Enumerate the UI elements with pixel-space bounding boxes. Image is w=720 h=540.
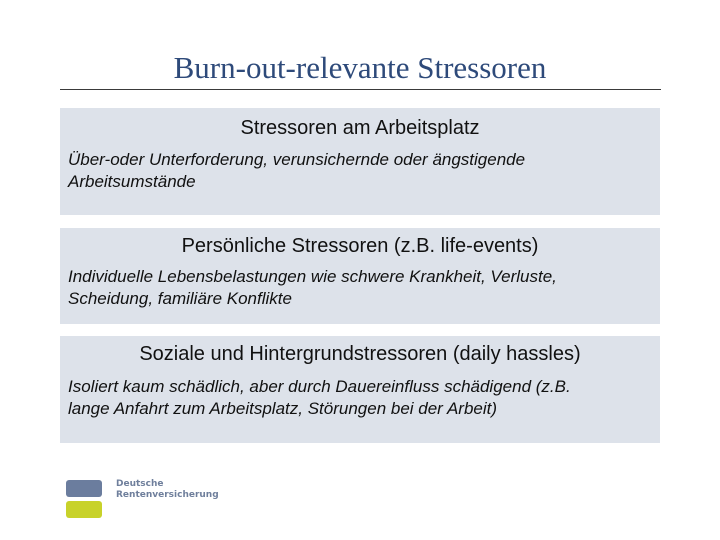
box-body-line: Scheidung, familiäre Konflikte	[68, 289, 292, 308]
box-body-line: Arbeitsumstände	[68, 172, 196, 191]
box-body-line: Isoliert kaum schädlich, aber durch Dauereinfluss schädigend (z.B.	[68, 377, 571, 396]
logo-text-line: Rentenversicherung	[116, 490, 219, 500]
box-heading: Stressoren am Arbeitsplatz	[240, 117, 480, 139]
logo-text	[116, 479, 219, 501]
box-heading: Soziale und Hintergrundstressoren (daily hassles)	[139, 343, 581, 365]
logo-bar-bottom	[66, 501, 102, 518]
deutsche-rentenversicherung-logo	[66, 478, 236, 520]
stress-box-social	[60, 336, 660, 443]
box-body	[68, 266, 652, 310]
logo-text-line: Deutsche	[116, 479, 164, 489]
box-body	[68, 376, 652, 420]
box-body-line: Individuelle Lebensbelastungen wie schwere Krankheit, Verluste,	[68, 267, 557, 286]
logo-bar-top	[66, 480, 102, 497]
box-body-line: lange Anfahrt zum Arbeitsplatz, Störungen bei der Arbeit)	[68, 399, 498, 418]
box-heading: Persönliche Stressoren (z.B. life-events)	[181, 235, 539, 257]
slide-title: Burn-out-relevante Stressoren	[173, 50, 547, 85]
stress-box-workplace	[60, 108, 660, 215]
box-body	[68, 149, 652, 193]
title-divider	[60, 89, 661, 90]
box-body-line: Über-oder Unterforderung, verunsichernde oder ängstigende	[68, 150, 526, 169]
stress-box-personal	[60, 228, 660, 324]
logo-mark-icon	[66, 480, 104, 518]
